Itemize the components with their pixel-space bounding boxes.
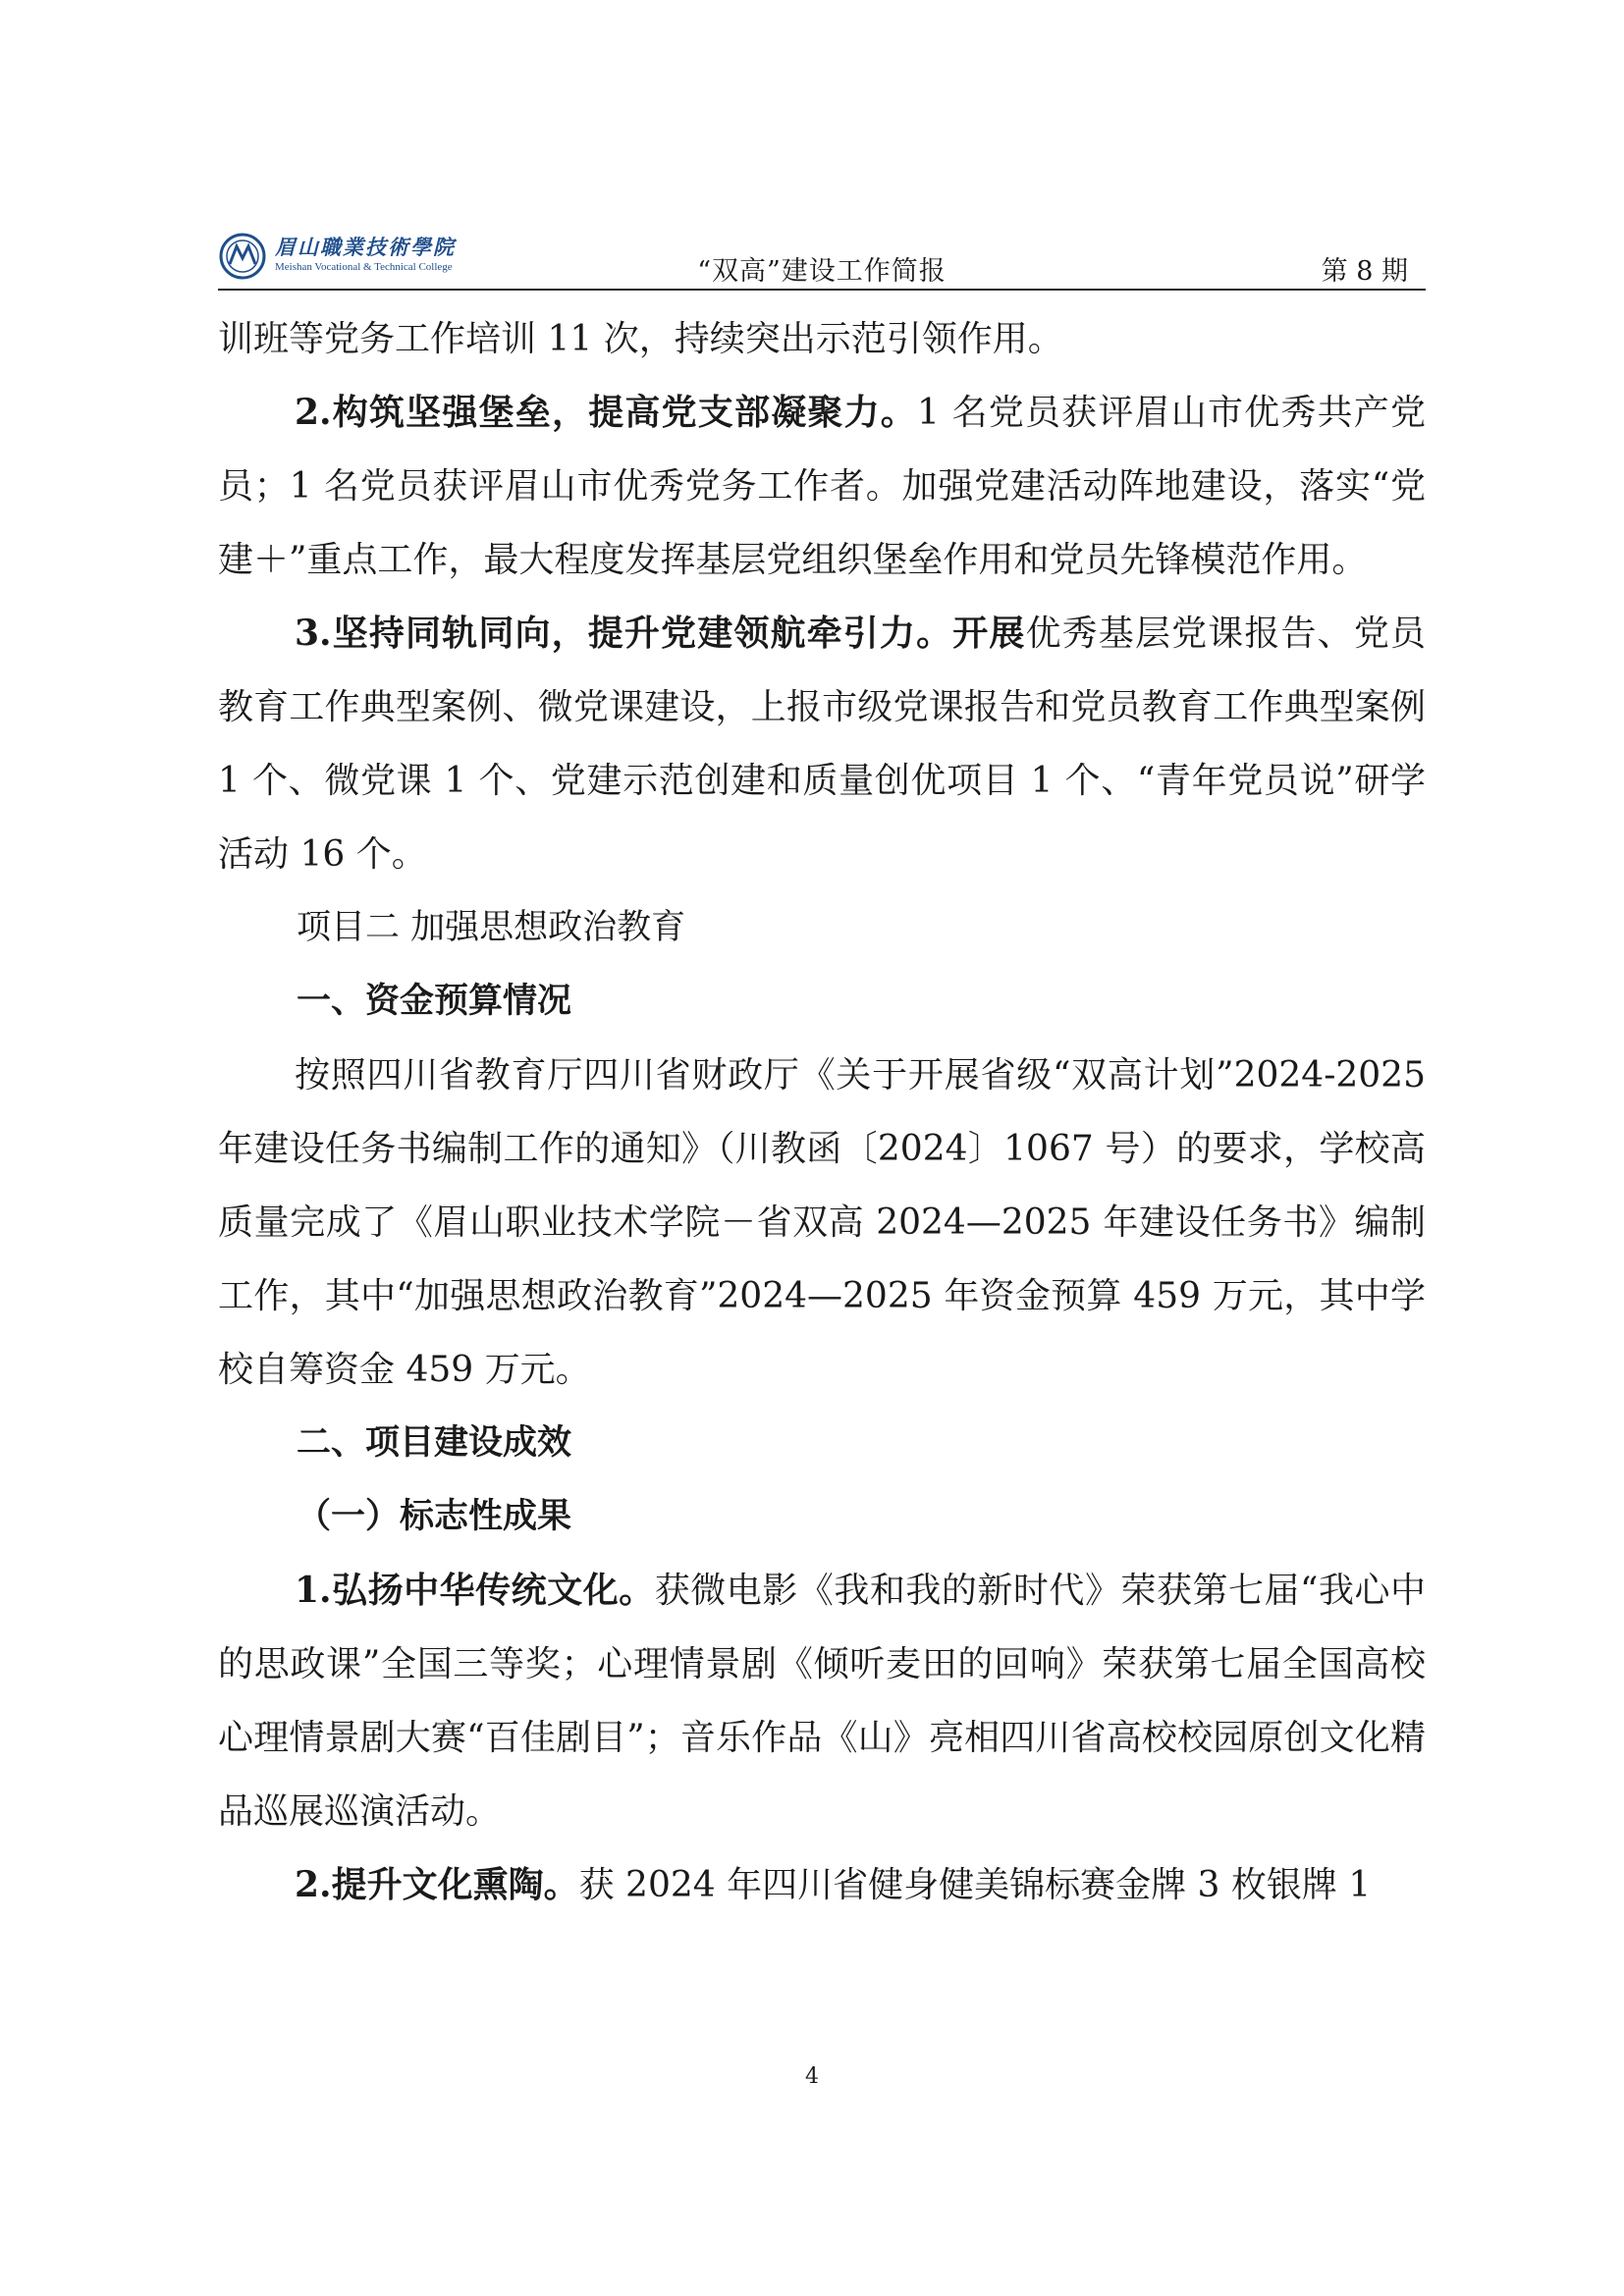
subsection-heading-achievements: （一）标志性成果	[297, 1497, 572, 1536]
paragraph-text: 1 名党员获评眉山市优秀共产党员；1 名党员获评眉山市优秀党务工作者。加强党建活动阵地建设，落实“党建＋”重点工作，最大程度发挥基层党组织堡垒作用和党员先锋模范作用。	[218, 393, 1426, 580]
paragraph-text: 获微电影《我和我的新时代》荣获第七届“我心中的思政课”全国三等奖；心理情景剧《倾听麦田的回响》荣获第七届全国高校心理情景剧大赛“百佳剧目”；音乐作品《山》亮相四川省高校校园原创文化精品巡展巡演活动。	[218, 1571, 1426, 1832]
section-heading-project: 项目二 加强思想政治教育	[297, 908, 686, 947]
document-body	[218, 302, 1426, 1922]
paragraph-party-branch	[218, 376, 1426, 597]
paragraph-culture	[218, 1554, 1426, 1848]
page-number: 4	[805, 2064, 819, 2089]
header-divider	[218, 289, 1426, 291]
paragraph-heading: 3.坚持同轨同向，提升党建领航牵引力。开展	[295, 613, 1026, 654]
paragraph-text: 获 2024 年四川省健身健美锦标赛金牌 3 枚银牌 1	[578, 1865, 1372, 1905]
paragraph-heading: 1.弘扬中华传统文化。	[295, 1570, 655, 1611]
logo-english-name: Meishan Vocational & Technical College	[275, 261, 453, 273]
paragraph-heading: 2.提升文化熏陶。	[295, 1864, 579, 1905]
bulletin-title: “双高”建设工作简报	[697, 256, 947, 287]
paragraph-budget: 按照四川省教育厅四川省财政厅《关于开展省级“双高计划”2024-2025 年建设任务书编制工作的通知》（川教函〔2024〕1067 号）的要求，学校高质量完成了《眉山职业技术学院－省双高 2024—2025 年建设任务书》编制工作，其中“加强思想政治教育”2024—2025 年资金预算 459 万元，其中学校自筹资金 459 万元。	[218, 1055, 1426, 1390]
issue-number: 第 8 期	[1321, 256, 1408, 287]
paragraph-text: 优秀基层党课报告、党员教育工作典型案例、微党课建设，上报市级党课报告和党员教育工作典型案例 1 个、微党课 1 个、党建示范创建和质量创优项目 1 个、“青年党员说”研学活动 16 个。	[218, 614, 1426, 875]
paragraph-cultural-edification	[218, 1848, 1426, 1922]
page-header	[218, 228, 1426, 289]
paragraph-continued: 训班等党务工作培训 11 次，持续突出示范引领作用。	[218, 319, 1063, 359]
section-heading-budget: 一、资金预算情况	[297, 982, 572, 1021]
paragraph-party-building	[218, 597, 1426, 891]
section-heading-results: 二、项目建设成效	[297, 1423, 572, 1463]
paragraph-heading: 2.构筑坚强堡垒，提高党支部凝聚力。	[295, 392, 918, 433]
logo-chinese-name: 眉山職業技術學院	[275, 236, 456, 259]
